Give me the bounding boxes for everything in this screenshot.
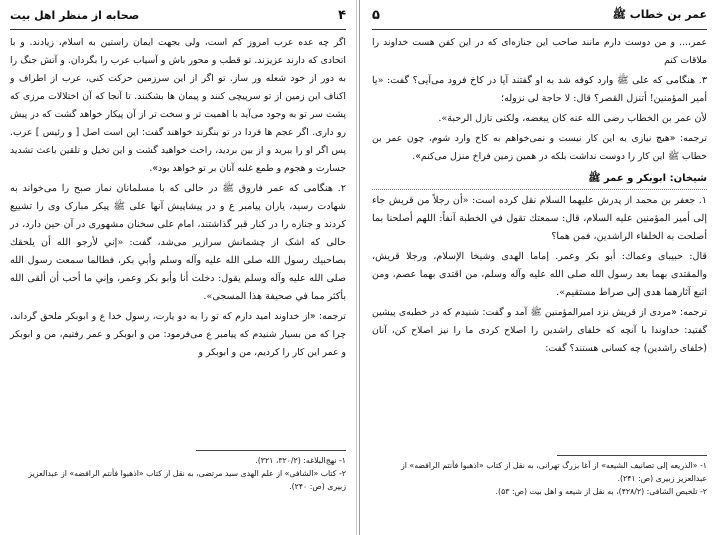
page-gutter-shadow (356, 0, 357, 535)
left-running-title: صحابه از منظر اهل بیت (10, 9, 140, 22)
right-footnote-1: ۱- «الذریعه إلی تصانیف الشیعه» از آغا بزرگ تهرانی، به نقل از کتاب «اذهبوا فأنتم الرافضه» از عبدالعزیز زبیری (ص: ۲۴۱). (401, 461, 707, 483)
left-paragraph-2: ۲. هنگامی که عمر فاروق ﷺ در حالی که با مسلمانان نماز صبح را می‌خواند به شهادت رسید، یاران پیامبر ع و در پیشاپیش آنها علی ﷺ پیکر مبارک وی را تشییع کردند و جنازه را در کنار قبر گذاشتند، امام علی سخنان مشهوری در آن حین دارد، در حالی که اشک از چشمانش سرازیر می‌شد، گفت: «إني لأرجو الله أن یلحقك بصاحبیك رسول الله صلی الله علیه وآله وسلم وأبي بکر، فطالما سمعت رسول الله صلی الله علیه وآله وسلم یقول: دخلت أنا وأبو بکر وعمر، وإني ما أحب أن ألقی الله بأکثر مما في صحیفة هذا المسجی». (10, 183, 346, 302)
right-body-text (372, 34, 707, 358)
right-paragraph-3: لأن عمر بن الخطاب رضی الله عنه کان یبغضه، ولکنی نازل الرحبة». (438, 113, 707, 124)
left-page-number: ۴ (338, 8, 346, 23)
right-paragraph-2: ۳. هنگامی که علی ﷺ وارد کوفه شد به او گفتند آیا در کاخ فرود می‌آیی؟ گفت: «یا أمیر المؤمنین! أتنزل القصر؟ قال: لا حاجة لی نزوله؛ (372, 75, 707, 104)
right-page-number: ۵ (372, 8, 380, 23)
left-footnote-1: ۱- نهج‌البلاغه: (۳۲۰/۲، ۳۲۱). (255, 456, 346, 465)
left-page-header (10, 2, 346, 30)
right-footnotes (372, 455, 707, 498)
left-page (0, 0, 358, 535)
section-heading: شیخان: ابوبکر و عمر ﷺ (372, 170, 707, 190)
right-paragraph-4: ترجمه: «هیچ نیازی به این کار نیست و نمی‌خواهم به کاخ وارد شوم، چون عمر بن خطاب ﷺ این کار را دوست نداشت بلکه در همین زمین فراخ منزل می‌کنم». (372, 133, 707, 162)
left-paragraph-1: اگر چه عده عرب امروز کم است، ولی بجهت ایمان راستین به اسلام، زیادند. و با اتحادی که دارند عزیزند. تو قطب و محور باش و آسیاب عرب را بگردان. و آتش جنگ را به دور از خود شعله ور ساز. تو اگر از این سرزمین حرکت کنی، عرب از اطراف و اکناف این زمین از تو سرپیچی کنند و پیمان ها بشکنند. تا آنجا که آن اختلالات مرزی که پشت سر تو به وجود می‌آید با اهمیت تر و سخت تر از آن پیکار خواهد گشت که در پیش رو داری. اگر عجم ها فردا در تو بنگرند خواهند گفت: این است اصل [ و رئیس ] عرب. پس اگر او را ببرید و از بین بردید، راحت خواهید گشت و این تخیل و تلقین باعث تشدید جسارت و هجوم و طمع غلبه آنان بر تو خواهد بود». (10, 37, 346, 174)
left-paragraph-3: ترجمه: «از خداوند امید دارم که تو را به دو یارت، رسول خدا ع و ابوبکر ملحق گرداند، چرا که من بسیار شنیدم که پیامبر ع می‌فرمود: من و ابوبکر و عمر رفتیم، من و ابوبکر و عمر این کار را کردیم، من و ابوبکر و (10, 311, 346, 358)
left-footnotes (10, 450, 346, 493)
right-footnote-2: ۲- تلخیص الشافی: (۴۲۸/۲)، به نقل از شیعه و اهل بیت (ص: ۵۳). (495, 487, 707, 496)
left-footnote-2: ۲- کتاب «الشافی» از علم الهدی سید مرتضی، به نقل از کتاب «اذهبوا فأنتم الرافضه» از عبدالعزیز زبیری (ص: ۲۴۰). (28, 469, 346, 491)
right-page (362, 0, 719, 535)
right-page-header (372, 2, 707, 30)
footnote-rule (557, 455, 707, 456)
right-paragraph-5: ۱. جعفر بن محمد از پدرش علیهما السلام نقل کرده است: «أن رجلاً من قریش جاء إلی أمیر المؤمنین علیه السلام، قال: سمعتك تقول في الخطبة آنفاً: اللهم أصلحنا بما أصلحت به الخلفاء الراشدین، فمن هما؟ (372, 195, 707, 242)
right-paragraph-6: قال: حبیبای وعماك: أبو بکر وعمر. إماما الهدی وشیخا الإسلام، ورجلا قریش، والمقتدی بهما بعد رسول الله صلی الله علیه وآله وسلم، من اقتدی بهما عصم، ومن اتبع آثارهما هدی إلی صراط مستقیم». (372, 251, 707, 298)
right-running-title: عمر بن خطاب ﷺ (612, 7, 707, 21)
page-gutter (359, 0, 360, 535)
footnote-rule (196, 450, 346, 451)
left-body-text (10, 34, 346, 362)
right-paragraph-1: عمر،... و من دوست دارم مانند صاحب این جنازه‌ای که در این کفن هست خداوند را ملاقات کنم (372, 37, 707, 66)
right-paragraph-7: ترجمه: «مردی از قریش نزد امیرالمؤمنین ﷺ آمد و گفت: شنیدم که در خطبه‌ی پیشین گفتید: خداوندا با آنچه که خلفای راشدین را اصلاح کردی ما را نیز اصلاح کن، آنان (خلفای راشدین) چه کسانی هستند؟ گفت: (372, 307, 707, 354)
